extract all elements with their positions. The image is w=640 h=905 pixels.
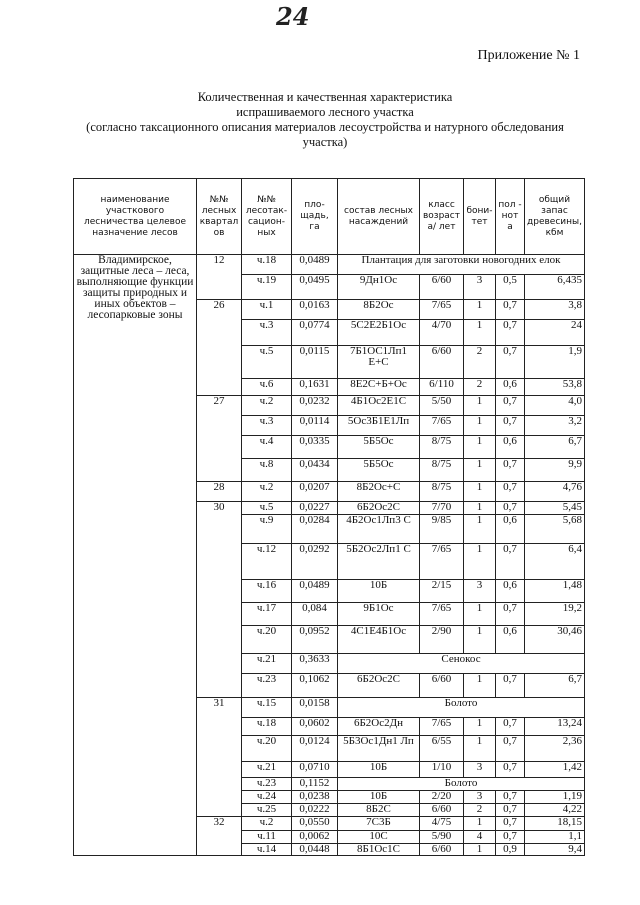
plot-cell: ч.14 <box>242 844 292 856</box>
bonitet-cell: 1 <box>464 515 496 544</box>
density-cell: 0,7 <box>496 459 525 482</box>
plot-cell: ч.3 <box>242 320 292 346</box>
note-cell: Болото <box>338 698 585 718</box>
composition-cell: 8Б2Ос <box>338 300 420 320</box>
stock-cell: 3,8 <box>525 300 585 320</box>
header-area: пло-щадь, га <box>292 179 338 255</box>
header-density: пол - нот а <box>496 179 525 255</box>
age-cell: 6/60 <box>420 844 464 856</box>
density-cell: 0,7 <box>496 482 525 502</box>
age-cell: 7/65 <box>420 544 464 580</box>
stock-cell: 2,36 <box>525 736 585 762</box>
density-cell: 0,6 <box>496 515 525 544</box>
title-line: Количественная и качественная характеристика <box>197 90 453 104</box>
density-cell: 0,7 <box>496 396 525 416</box>
density-cell: 0,7 <box>496 736 525 762</box>
composition-cell: 10Б <box>338 791 420 804</box>
composition-cell: 5С2Е2Б1Ос <box>338 320 420 346</box>
plot-cell: ч.3 <box>242 416 292 436</box>
density-cell: 0,6 <box>496 580 525 603</box>
plot-cell: ч.17 <box>242 603 292 626</box>
density-cell: 0,6 <box>496 626 525 654</box>
age-cell: 6/110 <box>420 379 464 396</box>
plot-cell: ч.1 <box>242 300 292 320</box>
plot-cell: ч.2 <box>242 817 292 831</box>
header-quarter: №№ лесных квартал ов <box>197 179 242 255</box>
area-cell: 0,0495 <box>292 275 338 300</box>
bonitet-cell: 3 <box>464 791 496 804</box>
bonitet-cell: 2 <box>464 804 496 817</box>
area-cell: 0,0489 <box>292 580 338 603</box>
plot-cell: ч.20 <box>242 736 292 762</box>
plot-cell: ч.5 <box>242 346 292 379</box>
area-cell: 0,1631 <box>292 379 338 396</box>
plot-cell: ч.24 <box>242 791 292 804</box>
age-cell: 2/15 <box>420 580 464 603</box>
stock-cell: 1,9 <box>525 346 585 379</box>
age-cell: 4/75 <box>420 817 464 831</box>
stock-cell: 1,1 <box>525 831 585 844</box>
density-cell: 0,7 <box>496 544 525 580</box>
table-row <box>74 255 585 275</box>
density-cell: 0,7 <box>496 674 525 698</box>
plot-cell: ч.5 <box>242 502 292 515</box>
age-cell: 8/75 <box>420 459 464 482</box>
age-cell: 6/60 <box>420 804 464 817</box>
area-cell: 0,0952 <box>292 626 338 654</box>
area-cell: 0,0062 <box>292 831 338 844</box>
plot-cell: ч.18 <box>242 718 292 736</box>
bonitet-cell: 1 <box>464 544 496 580</box>
stock-cell: 3,2 <box>525 416 585 436</box>
stock-cell: 1,19 <box>525 791 585 804</box>
quarter-cell: 32 <box>197 817 242 856</box>
header-bonitet: бони-тет <box>464 179 496 255</box>
plot-cell: ч.16 <box>242 580 292 603</box>
bonitet-cell: 1 <box>464 674 496 698</box>
plot-cell: ч.21 <box>242 654 292 674</box>
area-cell: 0,0448 <box>292 844 338 856</box>
area-cell: 0,0284 <box>292 515 338 544</box>
composition-cell: 10Б <box>338 762 420 778</box>
area-cell: 0,3633 <box>292 654 338 674</box>
quarter-cell: 27 <box>197 396 242 482</box>
plot-cell: ч.19 <box>242 275 292 300</box>
stock-cell: 18,15 <box>525 817 585 831</box>
bonitet-cell: 3 <box>464 580 496 603</box>
age-cell: 6/60 <box>420 674 464 698</box>
density-cell: 0,7 <box>496 416 525 436</box>
header-row <box>74 179 585 255</box>
forest-characteristics-table <box>73 178 585 856</box>
bonitet-cell: 1 <box>464 736 496 762</box>
area-cell: 0,0550 <box>292 817 338 831</box>
density-cell: 0,7 <box>496 804 525 817</box>
title-line: испрашиваемого лесного участка <box>236 105 414 119</box>
header-age: класс возраст а/ лет <box>420 179 464 255</box>
density-cell: 0,5 <box>496 275 525 300</box>
bonitet-cell: 2 <box>464 379 496 396</box>
age-cell: 5/90 <box>420 831 464 844</box>
stock-cell: 6,435 <box>525 275 585 300</box>
quarter-cell: 28 <box>197 482 242 502</box>
age-cell: 5/50 <box>420 396 464 416</box>
bonitet-cell: 1 <box>464 844 496 856</box>
plot-cell: ч.23 <box>242 674 292 698</box>
plot-cell: ч.12 <box>242 544 292 580</box>
plot-cell: ч.21 <box>242 762 292 778</box>
age-cell: 2/90 <box>420 626 464 654</box>
quarter-cell: 31 <box>197 698 242 817</box>
plot-cell: ч.20 <box>242 626 292 654</box>
bonitet-cell: 4 <box>464 831 496 844</box>
composition-cell: 7С3Б <box>338 817 420 831</box>
header-forestry: наименование участкового лесничества целевое назначение лесов <box>74 179 197 255</box>
composition-cell: 5Б5Ос <box>338 436 420 459</box>
forestry-name-cell: Владимирское, защитные леса – леса, выполняющие функции защиты природных и иных объектов – лесопарковые зоны <box>74 255 197 856</box>
header-plot: №№ лесотак-сацион-ных <box>242 179 292 255</box>
composition-cell: 5Б3Ос1Дн1 Лп <box>338 736 420 762</box>
stock-cell: 5,68 <box>525 515 585 544</box>
note-cell: Сенокос <box>338 654 585 674</box>
age-cell: 6/60 <box>420 346 464 379</box>
stock-cell: 19,2 <box>525 603 585 626</box>
composition-cell: 5Б5Ос <box>338 459 420 482</box>
stock-cell: 6,7 <box>525 674 585 698</box>
plot-cell: ч.15 <box>242 698 292 718</box>
composition-cell: 7Б1ОС1Лп1 Е+С <box>338 346 420 379</box>
density-cell: 0,7 <box>496 603 525 626</box>
density-cell: 0,7 <box>496 320 525 346</box>
age-cell: 7/65 <box>420 416 464 436</box>
bonitet-cell: 1 <box>464 300 496 320</box>
area-cell: 0,1062 <box>292 674 338 698</box>
area-cell: 0,0114 <box>292 416 338 436</box>
composition-cell: 10Б <box>338 580 420 603</box>
plot-cell: ч.2 <box>242 396 292 416</box>
area-cell: 0,1152 <box>292 778 338 791</box>
age-cell: 6/55 <box>420 736 464 762</box>
table-body <box>74 255 585 856</box>
bonitet-cell: 1 <box>464 416 496 436</box>
composition-cell: 6Б2Ос2С <box>338 502 420 515</box>
bonitet-cell: 1 <box>464 482 496 502</box>
document-title <box>60 90 590 150</box>
plot-cell: ч.2 <box>242 482 292 502</box>
density-cell: 0,7 <box>496 817 525 831</box>
plot-cell: ч.25 <box>242 804 292 817</box>
bonitet-cell: 2 <box>464 346 496 379</box>
stock-cell: 24 <box>525 320 585 346</box>
density-cell: 0,6 <box>496 379 525 396</box>
density-cell: 0,7 <box>496 831 525 844</box>
note-cell: Болото <box>338 778 585 791</box>
stock-cell: 4,76 <box>525 482 585 502</box>
page-number: 24 <box>276 2 310 31</box>
composition-cell: 4Б1Ос2Е1С <box>338 396 420 416</box>
header-stock: общий запас древесины, кбм <box>525 179 585 255</box>
age-cell: 6/60 <box>420 275 464 300</box>
plot-cell: ч.8 <box>242 459 292 482</box>
plot-cell: ч.4 <box>242 436 292 459</box>
composition-cell: 6Б2Ос2Дн <box>338 718 420 736</box>
area-cell: 0,0222 <box>292 804 338 817</box>
bonitet-cell: 1 <box>464 436 496 459</box>
area-cell: 0,0158 <box>292 698 338 718</box>
title-line: (согласно таксационного описания материалов лесоустройства и натурного обследования <box>86 120 564 134</box>
composition-cell: 8Б1Ос1С <box>338 844 420 856</box>
density-cell: 0,9 <box>496 844 525 856</box>
age-cell: 7/65 <box>420 718 464 736</box>
area-cell: 0,0238 <box>292 791 338 804</box>
stock-cell: 6,7 <box>525 436 585 459</box>
stock-cell: 4,22 <box>525 804 585 817</box>
plot-cell: ч.23 <box>242 778 292 791</box>
area-cell: 0,0115 <box>292 346 338 379</box>
stock-cell: 6,4 <box>525 544 585 580</box>
area-cell: 0,0124 <box>292 736 338 762</box>
composition-cell: 5Ос3Б1Е1Лп <box>338 416 420 436</box>
bonitet-cell: 1 <box>464 396 496 416</box>
composition-cell: 8Б2Ос+С <box>338 482 420 502</box>
quarter-cell: 30 <box>197 502 242 698</box>
age-cell: 9/85 <box>420 515 464 544</box>
age-cell: 8/75 <box>420 482 464 502</box>
density-cell: 0,7 <box>496 300 525 320</box>
plot-cell: ч.9 <box>242 515 292 544</box>
area-cell: 0,0335 <box>292 436 338 459</box>
plot-cell: ч.18 <box>242 255 292 275</box>
density-cell: 0,7 <box>496 502 525 515</box>
density-cell: 0,7 <box>496 346 525 379</box>
age-cell: 7/65 <box>420 300 464 320</box>
area-cell: 0,0207 <box>292 482 338 502</box>
stock-cell: 5,45 <box>525 502 585 515</box>
stock-cell: 9,4 <box>525 844 585 856</box>
quarter-cell: 26 <box>197 300 242 396</box>
density-cell: 0,7 <box>496 718 525 736</box>
composition-cell: 6Б2Ос2С <box>338 674 420 698</box>
bonitet-cell: 3 <box>464 275 496 300</box>
plot-cell: ч.11 <box>242 831 292 844</box>
stock-cell: 4,0 <box>525 396 585 416</box>
area-cell: 0,0434 <box>292 459 338 482</box>
bonitet-cell: 1 <box>464 817 496 831</box>
stock-cell: 1,42 <box>525 762 585 778</box>
appendix-label: Приложение № 1 <box>477 48 580 63</box>
bonitet-cell: 1 <box>464 603 496 626</box>
composition-cell: 10С <box>338 831 420 844</box>
age-cell: 1/10 <box>420 762 464 778</box>
area-cell: 0,0774 <box>292 320 338 346</box>
composition-cell: 8Б2С <box>338 804 420 817</box>
age-cell: 7/70 <box>420 502 464 515</box>
area-cell: 0,084 <box>292 603 338 626</box>
bonitet-cell: 1 <box>464 320 496 346</box>
title-line: участка) <box>302 135 348 149</box>
bonitet-cell: 3 <box>464 762 496 778</box>
note-cell: Плантация для заготовки новогодних елок <box>338 255 585 275</box>
bonitet-cell: 1 <box>464 502 496 515</box>
stock-cell: 30,46 <box>525 626 585 654</box>
area-cell: 0,0232 <box>292 396 338 416</box>
area-cell: 0,0163 <box>292 300 338 320</box>
bonitet-cell: 1 <box>464 718 496 736</box>
plot-cell: ч.6 <box>242 379 292 396</box>
area-cell: 0,0489 <box>292 255 338 275</box>
age-cell: 2/20 <box>420 791 464 804</box>
composition-cell: 9Дн1Ос <box>338 275 420 300</box>
area-cell: 0,0602 <box>292 718 338 736</box>
bonitet-cell: 1 <box>464 626 496 654</box>
stock-cell: 53,8 <box>525 379 585 396</box>
stock-cell: 1,48 <box>525 580 585 603</box>
bonitet-cell: 1 <box>464 459 496 482</box>
composition-cell: 8Е2С+Б+Ос <box>338 379 420 396</box>
composition-cell: 5Б2Ос2Лп1 С <box>338 544 420 580</box>
area-cell: 0,0710 <box>292 762 338 778</box>
age-cell: 7/65 <box>420 603 464 626</box>
composition-cell: 9Б1Ос <box>338 603 420 626</box>
composition-cell: 4С1Е4Б1Ос <box>338 626 420 654</box>
area-cell: 0,0227 <box>292 502 338 515</box>
composition-cell: 4Б2Ос1Лп3 С <box>338 515 420 544</box>
stock-cell: 13,24 <box>525 718 585 736</box>
density-cell: 0,6 <box>496 436 525 459</box>
quarter-cell: 12 <box>197 255 242 300</box>
stock-cell: 9,9 <box>525 459 585 482</box>
density-cell: 0,7 <box>496 762 525 778</box>
header-composition: состав лесных насаждений <box>338 179 420 255</box>
age-cell: 4/70 <box>420 320 464 346</box>
area-cell: 0,0292 <box>292 544 338 580</box>
density-cell: 0,7 <box>496 791 525 804</box>
age-cell: 8/75 <box>420 436 464 459</box>
